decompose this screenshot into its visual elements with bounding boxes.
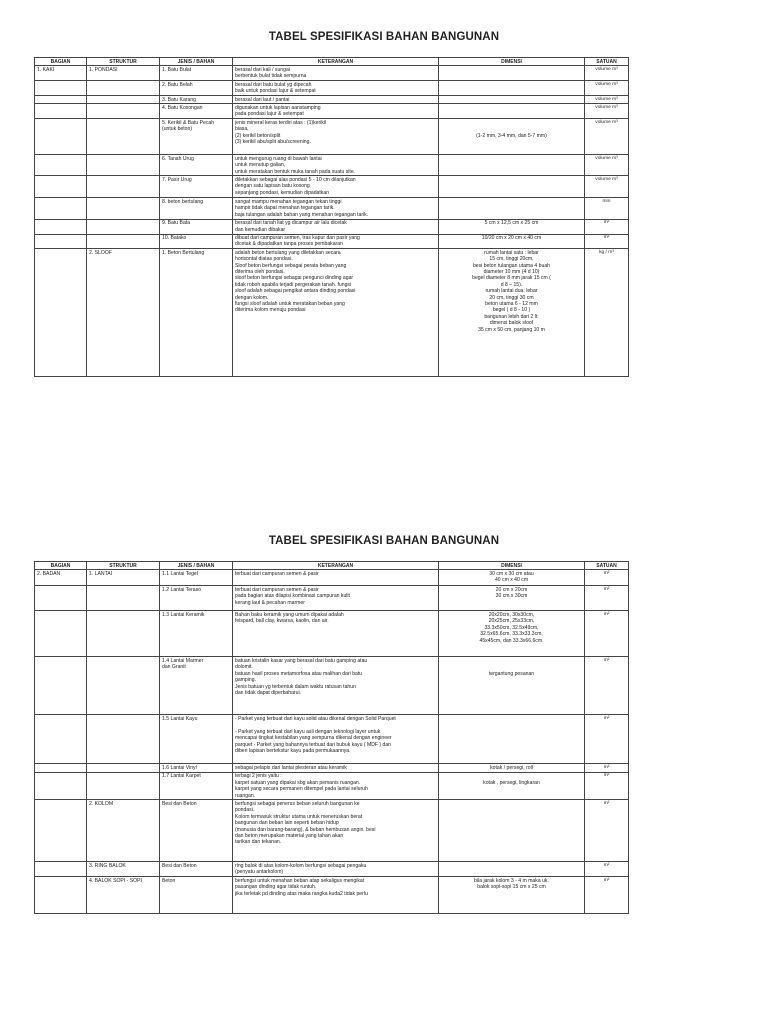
- bagian-cell: [35, 657, 87, 715]
- dimensi-cell: [439, 877, 585, 914]
- jenis-line: 7. Pasir Urug: [162, 176, 192, 183]
- dimensi-cell: [439, 800, 585, 862]
- struktur-cell: 4. BALOK SOPI - SOPI: [87, 877, 160, 914]
- dimensi-line: (1-2 mm, 3-4 mm, dan 5-7 mm): [476, 132, 547, 139]
- jenis-line: 8. beton bertulang: [162, 198, 204, 205]
- dimensi-line: 45x45cm, dan 33.3x66.6cm.: [479, 637, 544, 644]
- bagian-cell: [35, 119, 87, 155]
- keterangan-line: mencapai tingkat kestabilan yang sempurna dikenal dengan engineer: [235, 735, 392, 742]
- bagian-cell: [35, 176, 87, 198]
- dimensi-cell: [439, 772, 585, 800]
- keterangan-cell: [233, 96, 439, 104]
- jenis-cell: [160, 862, 233, 877]
- struktur-cell: [87, 198, 160, 219]
- struktur-cell: [87, 234, 160, 249]
- dimensi-cell: [439, 219, 585, 234]
- keterangan-cell: [233, 176, 439, 198]
- struktur-cell: [87, 155, 160, 176]
- column-header-dimensi: DIMENSI: [439, 562, 585, 570]
- jenis-cell: [160, 657, 233, 715]
- dimensi-line: 40 cm x 40 cm: [494, 577, 529, 584]
- keterangan-line: terbagi 2 jenis yaitu :: [235, 773, 282, 780]
- keterangan-line: (penyatu antarkolom): [235, 869, 284, 876]
- jenis-line: Besi dan Beton: [162, 800, 197, 807]
- dimensi-cell: [439, 611, 585, 657]
- spec-table: [34, 57, 629, 377]
- keterangan-cell: [233, 119, 439, 155]
- dimensi-line: 32.5x65.6cm, 33.3x33.3cm,: [480, 631, 543, 638]
- keterangan-line: diterima kolom menuju pondasi: [235, 307, 306, 314]
- satuan-cell: m²: [585, 219, 629, 234]
- table-row: [35, 764, 629, 772]
- keterangan-line: dan kemudian dibakar: [235, 226, 286, 233]
- keterangan-line: dan beton merupakan material yang tahan akan: [235, 832, 344, 839]
- satuan-cell: volume m³: [585, 104, 629, 119]
- bagian-cell: [35, 877, 87, 914]
- keterangan-line: dengan kolom.: [235, 294, 269, 301]
- struktur-cell: [87, 96, 160, 104]
- dimensi-line: besi beton tulangan utama 4 buah: [472, 262, 551, 269]
- bagian-cell: [35, 249, 87, 377]
- struktur-cell: [87, 772, 160, 800]
- struktur-cell: 2. KOLOM: [87, 800, 160, 862]
- dimensi-cell: [439, 715, 585, 764]
- keterangan-line: dicetak & dipadatkan tanpa proses pembakaran: [235, 241, 343, 248]
- keterangan-line: tidak roboh apabila terjadi pergerakan tanah. fungsi: [235, 281, 352, 288]
- jenis-line: 1.2 Lantai Teraso: [162, 586, 201, 593]
- bagian-cell: [35, 81, 87, 96]
- satuan-cell: m²: [585, 657, 629, 715]
- table-row: [35, 800, 629, 862]
- keterangan-line: (3) kerikil abu/split abu/screening.: [235, 138, 311, 145]
- satuan-cell: m²: [585, 586, 629, 611]
- struktur-cell: [87, 657, 160, 715]
- column-header-keterangan: KETERANGAN: [233, 58, 439, 66]
- dimensi-line: diameter 10 mm (4 d 10): [483, 269, 540, 276]
- satuan-cell: m²: [585, 800, 629, 862]
- table-row: [35, 176, 629, 198]
- keterangan-cell: [233, 234, 439, 249]
- bagian-cell: [35, 155, 87, 176]
- keterangan-line: karpet yang secara permanen ditempel pada lantai seluruh: [235, 786, 368, 793]
- table-row: [35, 198, 629, 219]
- keterangan-line: untuk meratakan bentuk muka tanah pada suatu site.: [235, 168, 356, 175]
- keterangan-line: berasal dari tanah liat yg dicampur air lalu dicetak: [235, 220, 347, 227]
- table-row: [35, 772, 629, 800]
- jenis-cell: [160, 66, 233, 81]
- bagian-cell: [35, 772, 87, 800]
- keterangan-line: berfungsi sebagai penerus beban seluruh bangunan ke: [235, 800, 360, 807]
- table-row: [35, 862, 629, 877]
- spec-table: [34, 561, 629, 914]
- jenis-line: 6. Tanah Urug: [162, 155, 194, 162]
- bagian-cell: [35, 715, 87, 764]
- keterangan-cell: [233, 66, 439, 81]
- keterangan-line: baik untuk pondasi lajur & setempat: [235, 88, 316, 95]
- satuan-cell: m²: [585, 877, 629, 914]
- keterangan-cell: [233, 611, 439, 657]
- dimensi-line: 20x20cm, 30x30cm,: [488, 611, 535, 618]
- dimensi-line: 30 cm x 30cm: [495, 593, 528, 600]
- struktur-cell: 1. PONDASI: [87, 66, 160, 81]
- keterangan-cell: [233, 104, 439, 119]
- keterangan-line: berbentuk bulat tidak sempurna: [235, 73, 307, 80]
- keterangan-line: - Parket yang terbuat dari kayu asli dengan teknologi layer untuk: [235, 728, 381, 735]
- keterangan-cell: [233, 570, 439, 586]
- keterangan-line: terbuat dari campuran semen & pasir: [235, 586, 319, 593]
- keterangan-line: dan tidak dapat diperbaharui.: [235, 689, 301, 696]
- keterangan-line: kerang laut & pecahan marmer: [235, 599, 305, 606]
- keterangan-line: biasa,: [235, 126, 249, 133]
- keterangan-line: (manusia dan barang-barang), & beban hembusan angin. besi: [235, 826, 376, 833]
- keterangan-line: berfungsi untuk menahan beban atap sekaligus mengikat: [235, 877, 365, 884]
- struktur-cell: [87, 104, 160, 119]
- dimensi-line: rumah lantai satu : lebar: [484, 249, 539, 256]
- jenis-line: 1.1 Lantai Tegel: [162, 570, 198, 577]
- table-row: [35, 570, 629, 586]
- keterangan-line: Kolom termasuk struktur utama untuk meneruskan berat: [235, 813, 363, 820]
- keterangan-cell: [233, 772, 439, 800]
- keterangan-cell: [233, 586, 439, 611]
- keterangan-cell: [233, 155, 439, 176]
- keterangan-cell: [233, 657, 439, 715]
- satuan-cell: volume m³: [585, 81, 629, 96]
- dimensi-cell: [439, 234, 585, 249]
- satuan-cell: volume m³: [585, 155, 629, 176]
- dimensi-cell: [439, 81, 585, 96]
- table-row: [35, 104, 629, 119]
- column-header-keterangan: KETERANGAN: [233, 562, 439, 570]
- keterangan-cell: [233, 81, 439, 96]
- keterangan-line: hampir tidak dapat menahan tegangan tarik.: [235, 205, 335, 212]
- keterangan-cell: [233, 800, 439, 862]
- table-row: [35, 119, 629, 155]
- jenis-line: 1.6 Lantai Vinyl: [162, 764, 197, 771]
- dimensi-line: balok sopi-sopi 15 cm x 25 cm: [477, 884, 546, 891]
- jenis-cell: [160, 570, 233, 586]
- satuan-cell: m²: [585, 764, 629, 772]
- keterangan-line: sloof beton berfungsi sebagai pengunci dinding agar: [235, 275, 354, 282]
- keterangan-line: Sloof beton berfungsi sebagai perata beban yang: [235, 262, 347, 269]
- dimensi-line: bila jarak kolom 3 - 4 m maka uk.: [474, 877, 549, 884]
- keterangan-line: sloof adalah sebagai pengikat antara dinding pondasi: [235, 288, 356, 295]
- bagian-cell: [35, 800, 87, 862]
- keterangan-line: adalah beton bertulang yang diletakkan secara: [235, 249, 341, 256]
- dimensi-line: kotak , persegi, lingkaran: [483, 779, 540, 786]
- struktur-cell: [87, 119, 160, 155]
- dimensi-line: 5 cm x 12,5 cm x 25 cm: [484, 220, 539, 227]
- keterangan-line: jika terletak pd dinding atas maka rangka kuda2 tidak perlu: [235, 890, 368, 897]
- keterangan-line: Bahan baku keramik yang umum dipakai adalah: [235, 611, 344, 618]
- satuan-cell: volume m³: [585, 96, 629, 104]
- dimensi-cell: [439, 104, 585, 119]
- satuan-cell: m²: [585, 772, 629, 800]
- keterangan-line: pondasi.: [235, 807, 255, 814]
- keterangan-line: dolomit.: [235, 664, 253, 671]
- dimensi-line: rumah lantai dua: lebar: [485, 288, 538, 295]
- bagian-cell: [35, 586, 87, 611]
- dimensi-line: 33.3x50cm, 32.5x49cm,: [484, 624, 539, 631]
- struktur-cell: [87, 715, 160, 764]
- dimensi-line: dimensi balok sloof: [489, 320, 534, 327]
- keterangan-cell: [233, 198, 439, 219]
- bagian-cell: [35, 862, 87, 877]
- jenis-cell: [160, 249, 233, 377]
- jenis-line: dan Granit: [162, 664, 186, 671]
- jenis-cell: [160, 96, 233, 104]
- column-header-dimensi: DIMENSI: [439, 58, 585, 66]
- keterangan-line: untuk mengurug ruang di bawah lantai: [235, 155, 322, 162]
- dimensi-line: 10/20 cm x 20 cm x 40 cm: [481, 235, 542, 241]
- keterangan-cell: [233, 219, 439, 234]
- bagian-cell: 2. BADAN: [35, 570, 87, 586]
- table-row: [35, 96, 629, 104]
- keterangan-cell: [233, 249, 439, 377]
- keterangan-line: pada bagian atas dilapisi kombinasi campuran kulit: [235, 593, 350, 600]
- dimensi-line: beton utama 6 - 12 mm: [485, 301, 538, 308]
- struktur-cell: 3. RING BALOK: [87, 862, 160, 877]
- table-row: [35, 715, 629, 764]
- struktur-cell: [87, 586, 160, 611]
- dimensi-line: 20 cm, tinggi 30 cm: [489, 294, 534, 301]
- keterangan-line: berasal dari batu bulat yg dipecah: [235, 81, 312, 88]
- keterangan-cell: [233, 877, 439, 914]
- table-row: [35, 234, 629, 249]
- jenis-line: (untuk beton): [162, 126, 193, 133]
- column-header-satuan: SATUAN: [585, 562, 629, 570]
- keterangan-line: bangunan dan beban lain seperti beban hidup: [235, 820, 339, 827]
- bagian-cell: [35, 611, 87, 657]
- keterangan-line: fungsi sloof adalah untuk meratakan beban yang: [235, 301, 345, 308]
- jenis-line: 1.4 Lantai Marmer: [162, 657, 204, 664]
- jenis-cell: [160, 772, 233, 800]
- jenis-cell: [160, 119, 233, 155]
- keterangan-line: diterima oleh pondasi.: [235, 269, 285, 276]
- dimensi-cell: [439, 586, 585, 611]
- jenis-line: 4. Batu Kosongan: [162, 104, 203, 111]
- dimensi-cell: [439, 96, 585, 104]
- jenis-line: 1. Batu Bulat: [162, 66, 192, 73]
- bagian-cell: [35, 219, 87, 234]
- dimensi-cell: [439, 657, 585, 715]
- jenis-cell: [160, 877, 233, 914]
- jenis-line: 1. Beton Bertulang: [162, 249, 205, 256]
- keterangan-cell: [233, 862, 439, 877]
- keterangan-line: untuk menutup galian,: [235, 162, 286, 169]
- keterangan-line: tarikan dan tekanan.: [235, 839, 282, 846]
- keterangan-cell: [233, 764, 439, 772]
- dimensi-line: d 8 – 15).: [500, 281, 523, 288]
- table-row: [35, 219, 629, 234]
- keterangan-line: terbuat dari campuran semen & pasir: [235, 570, 319, 577]
- jenis-line: 1.5 Lantai Kayu: [162, 715, 198, 722]
- jenis-cell: [160, 198, 233, 219]
- jenis-line: 1.3 Lantai Keramik: [162, 611, 205, 618]
- jenis-cell: [160, 155, 233, 176]
- dimensi-line: begel ( d 8 - 10 ): [492, 307, 531, 314]
- dimensi-line: 20 cm x 20cm: [495, 586, 528, 593]
- keterangan-line: sepanjang pondasi, kemudian dipadatkan: [235, 189, 330, 196]
- struktur-cell: [87, 611, 160, 657]
- bagian-cell: [35, 96, 87, 104]
- dimensi-line: bangunan lebih dari 2 lt:: [484, 313, 539, 320]
- struktur-cell: [87, 219, 160, 234]
- jenis-line: 2. Batu Belah: [162, 81, 193, 88]
- satuan-cell: kg / m³: [585, 249, 629, 377]
- keterangan-line: gamping.: [235, 677, 256, 684]
- bagian-cell: [35, 198, 87, 219]
- bagian-cell: [35, 234, 87, 249]
- dimensi-line: 15 cm, tinggi 20cm,: [489, 256, 534, 263]
- satuan-cell: volume m³: [585, 119, 629, 155]
- keterangan-line: sangat mampu menahan tegangan tekan tinggi: [235, 198, 342, 205]
- keterangan-line: dengan satu lapisan batu kosong: [235, 183, 310, 190]
- dimensi-line: begel diameter 8 mm jarak 15 cm (: [472, 275, 551, 282]
- bagian-cell: 1. KAKI: [35, 66, 87, 81]
- keterangan-line: digunakan untuk lapisan aanstamping: [235, 104, 321, 111]
- dimensi-cell: [439, 66, 585, 81]
- satuan-cell: m²: [585, 570, 629, 586]
- keterangan-line: dibuat dari campuran semen, tras kapur dan pasir yang: [235, 235, 360, 241]
- keterangan-line: jenis mineral keras terdiri atas : (1)kerikil: [235, 119, 327, 126]
- jenis-cell: [160, 219, 233, 234]
- column-header-jenis: JENIS / BAHAN: [160, 562, 233, 570]
- dimensi-cell: [439, 249, 585, 377]
- dimensi-cell: [439, 119, 585, 155]
- jenis-cell: [160, 104, 233, 119]
- table-row: [35, 611, 629, 657]
- satuan-cell: m²: [585, 715, 629, 764]
- page-title: TABEL SPESIFIKASI BAHAN BANGUNAN: [268, 31, 500, 43]
- table-row: [35, 155, 629, 176]
- struktur-cell: 1. LANTAI: [87, 570, 160, 586]
- keterangan-line: (2) kerikil beton/split: [235, 132, 281, 139]
- jenis-line: Besi dan Beton: [162, 862, 197, 869]
- keterangan-line: karpet satuan yang dipakai sbg akan pemanis ruangan.: [235, 779, 361, 786]
- keterangan-line: batuan kristalin kasar yang berasal dari batu gamping atau: [235, 657, 368, 664]
- column-header-struktur: STRUKTUR: [87, 562, 160, 570]
- bagian-cell: [35, 764, 87, 772]
- satuan-cell: volume m³: [585, 66, 629, 81]
- dimensi-cell: [439, 198, 585, 219]
- table-row: [35, 877, 629, 914]
- dimensi-cell: [439, 176, 585, 198]
- dimensi-cell: [439, 570, 585, 586]
- dimensi-line: tergantung pesanan: [488, 670, 535, 677]
- keterangan-line: Jenis batuan yg terbentuk dalam waktu ratusan tahun: [235, 683, 356, 690]
- satuan-cell: m²: [585, 862, 629, 877]
- dimensi-cell: [439, 862, 585, 877]
- dimensi-line: 30 cm x 30 cm atau: [489, 570, 534, 577]
- struktur-cell: [87, 81, 160, 96]
- jenis-cell: [160, 611, 233, 657]
- jenis-cell: [160, 586, 233, 611]
- jenis-line: 9. Batu Bata: [162, 220, 191, 227]
- column-header-satuan: SATUAN: [585, 58, 629, 66]
- bagian-cell: [35, 104, 87, 119]
- keterangan-line: pasangan dinding agar tidak runtuh.: [235, 884, 317, 891]
- keterangan-line: felspard, ball clay, kwarsa, kaolin, dan air.: [235, 618, 329, 625]
- column-header-bagian: BAGIAN: [35, 58, 87, 66]
- struktur-cell: 2. SLOOF: [87, 249, 160, 377]
- keterangan-line: sebagai pelapis dari lantai plesteran atau keramik: [235, 764, 347, 771]
- keterangan-line: ruangan.: [235, 792, 256, 799]
- keterangan-line: batuan hasil proses metamorfosa atau malihan dari batu: [235, 670, 363, 677]
- keterangan-line: pada pondasi lajur & setempat: [235, 111, 304, 118]
- jenis-cell: [160, 81, 233, 96]
- struktur-cell: [87, 176, 160, 198]
- satuan-cell: m²: [585, 611, 629, 657]
- jenis-line: 5. Kerikil & Batu Pecah: [162, 119, 215, 126]
- dimensi-cell: [439, 155, 585, 176]
- jenis-line: Beton: [162, 877, 176, 884]
- jenis-cell: [160, 234, 233, 249]
- keterangan-line: horisontal diatas pondasi.: [235, 256, 293, 263]
- keterangan-line: diletakkan sebagai alas pondasi 5 - 10 cm dilanjutkan: [235, 176, 356, 183]
- column-header-struktur: STRUKTUR: [87, 58, 160, 66]
- satuan-cell: mm: [585, 198, 629, 219]
- keterangan-line: berasal dari laut / pantai: [235, 96, 290, 103]
- page-title: TABEL SPESIFIKASI BAHAN BANGUNAN: [268, 535, 500, 547]
- struktur-cell: [87, 764, 160, 772]
- jenis-line: 3. Batu Karang: [162, 96, 196, 103]
- table-row: [35, 249, 629, 377]
- satuan-cell: volume m³: [585, 176, 629, 198]
- keterangan-line: - Parket yang terbuat dari kayu solid atau dikenal dengan Solid Parquet: [235, 715, 396, 722]
- jenis-cell: [160, 715, 233, 764]
- keterangan-line: ring balok di atas kolom-kolom berfungsi sebagai pengaku: [235, 862, 367, 869]
- jenis-line: 1.7 Lantai Karpet: [162, 773, 201, 780]
- keterangan-line: diberi lapisan bertekstur kayu pada permukaannya.: [235, 747, 351, 754]
- jenis-cell: [160, 800, 233, 862]
- table-row: [35, 81, 629, 96]
- keterangan-line: baja tulangan adalah bahan yang menahan tegangan tarik.: [235, 211, 369, 218]
- dimensi-line: kotak / persegi, roll: [490, 764, 533, 771]
- dimensi-line: 35 cm x 50 cm, panjang 10 m: [478, 326, 545, 333]
- column-header-jenis: JENIS / BAHAN: [160, 58, 233, 66]
- table-row: [35, 66, 629, 81]
- keterangan-cell: [233, 715, 439, 764]
- jenis-cell: [160, 764, 233, 772]
- keterangan-line: parquet - Parket yang bahannya terbuat dari bubuk kayu ( MDF ) dan: [235, 741, 392, 748]
- jenis-line: 10. Batako: [162, 235, 187, 241]
- satuan-cell: m²: [585, 234, 629, 249]
- column-header-bagian: BAGIAN: [35, 562, 87, 570]
- dimensi-cell: [439, 764, 585, 772]
- table-row: [35, 657, 629, 715]
- jenis-cell: [160, 176, 233, 198]
- keterangan-line: berasal dari kali / sungai: [235, 66, 290, 73]
- dimensi-line: 20x25cm, 25x33cm,: [488, 618, 535, 625]
- table-row: [35, 586, 629, 611]
